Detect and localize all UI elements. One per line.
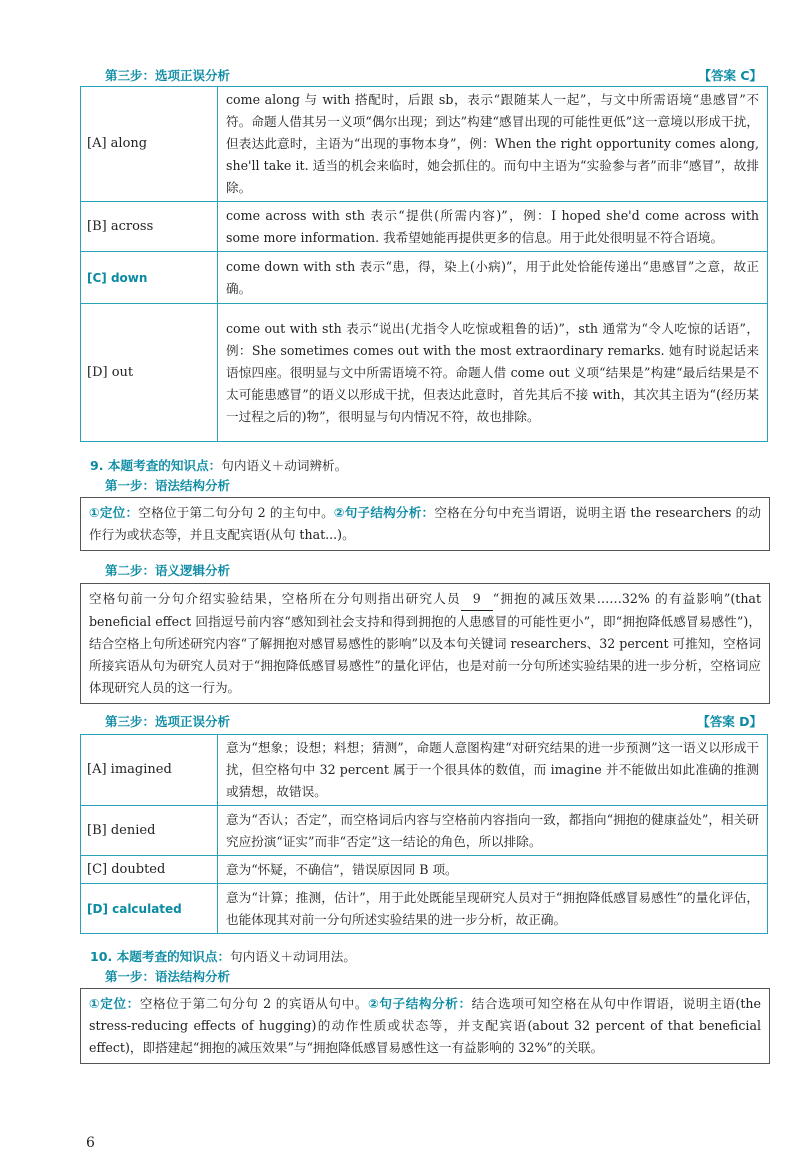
knowledge-point-lead: 9. 本题考查的知识点：	[90, 458, 222, 473]
option-analysis: come down with sth 表示“患，得，染上(小病)”，用于此处恰能传递出“患感冒”之意，故正确。	[218, 252, 768, 304]
knowledge-point-text: 句内语义＋动词用法。	[230, 949, 356, 964]
option-analysis: 意为“否认；否定”，而空格词后内容与空格前内容指向一致，都指向“拥抱的健康益处”，相关研究应扮演“证实”而非“否定”这一结论的角色，所以排除。	[218, 806, 768, 856]
grammar-analysis-box-q10	[80, 988, 770, 1064]
option-analysis: come across with sth 表示“提供(所需内容)”，例：I hoped she'd come across with some more information. 我希望她能再提供更多的信息。用于此处很明显不符合语境。	[218, 202, 768, 252]
structure-text: 结合选项可知空格在从句中作谓语，说明主语(the stress-reducing effects of hugging)的动作性质或状态等，并支配宾语(about 32 percent of that beneficial effect)，即搭建起“拥抱的减压效果”与“拥抱降低感冒易感性这一有益影响的 32%”的关联。	[89, 996, 761, 1055]
option-label: [B] across	[81, 202, 218, 252]
option-analysis: 意为“怀疑，不确信”，错误原因同 B 项。	[218, 856, 768, 884]
options-table-q8	[80, 86, 768, 442]
locate-text: 空格位于第二句分句 2 的主句中。	[138, 505, 334, 520]
page-number: 6	[86, 1135, 95, 1151]
step1-heading-q9: 第一步：语法结构分析	[105, 478, 231, 493]
option-label: [B] denied	[81, 806, 218, 856]
option-label: [C] doubted	[81, 856, 218, 884]
table-row	[81, 87, 768, 202]
option-label-correct: [C] down	[81, 252, 218, 304]
blank-9: 9	[461, 588, 493, 611]
table-row	[81, 202, 768, 252]
step3-heading-q8: 第三步：选项正误分析	[105, 68, 231, 83]
grammar-analysis-box-q9	[80, 497, 770, 551]
locate-label: ①定位：	[89, 505, 139, 520]
option-analysis: come along 与 with 搭配时，后跟 sb，表示“跟随某人一起”，与文中所需语境“患感冒”不符。命题人借其另一义项“偶尔出现；到达”构建“感冒出现的可能性更低”这一意境以形成干扰，但表达此意时，主语为“出现的事物本身”，例：When the right opportunity comes along, she'll take it. 适当的机会来临时，她会抓住的。而句中主语为“实验参与者”而非“感冒”，故排除。	[218, 87, 768, 202]
structure-text: 空格在分句中充当谓语，说明主语 the researchers 的动作行为或状态等，并且支配宾语(从句 that...)。	[89, 505, 761, 542]
knowledge-point-text: 句内语义＋动词辨析。	[221, 458, 348, 473]
structure-label: ②句子结构分析：	[333, 505, 435, 520]
step3-heading-q9: 第三步：选项正误分析	[105, 714, 231, 729]
logic-analysis-box-q9	[80, 583, 770, 704]
option-analysis: 意为“想象；设想；料想；猜测”，命题人意图构建“对研究结果的进一步预测”这一语义以形成干扰，但空格句中 32 percent 属于一个很具体的数值，而 imagine 并不能做出如此准确的推测或猜想，故错误。	[218, 735, 768, 806]
option-label: [A] imagined	[81, 735, 218, 806]
knowledge-point-q10	[90, 946, 356, 965]
option-label: [D] out	[81, 304, 218, 442]
option-label: [A] along	[81, 87, 218, 202]
option-analysis: come out with sth 表示“说出(尤指令人吃惊或粗鲁的话)”，sth 通常为“令人吃惊的话语”，例：She sometimes comes out with the most extraordinary remarks. 她有时说起话来语惊四座。很明显与文中所需语境不符。命题人借 come out 义项“结果是”构建“最后结果是不太可能患感冒”的语义以形成干扰，但表达此意时，首先其后不接 with，其次其主语为“(经历某一过程之后的)物”，很明显与句内情况不符，故也排除。	[218, 304, 768, 442]
structure-label: ②句子结构分析：	[368, 996, 472, 1011]
knowledge-point-q9	[90, 455, 347, 474]
step2-heading-q9: 第二步：语义逻辑分析	[105, 563, 231, 578]
step1-heading-q10: 第一步：语法结构分析	[105, 969, 231, 984]
logic-text-part1: 空格句前一分句介绍实验结果，空格所在分句则指出研究人员	[89, 591, 461, 606]
knowledge-point-lead: 10. 本题考查的知识点：	[90, 949, 231, 964]
option-analysis: 意为“计算；推测，估计”，用于此处既能呈现研究人员对于“拥抱降低感冒易感性”的量化评估，也能体现其对前一分句所述实验结果的进一步分析，故正确。	[218, 884, 768, 934]
table-row	[81, 856, 768, 884]
table-row	[81, 304, 768, 442]
table-row	[81, 252, 768, 304]
answer-badge-q9: 【答案 D】	[697, 714, 762, 729]
locate-label: ①定位：	[89, 996, 140, 1011]
logic-text-part2: “拥抱的减压效果……32% 的有益影响”(that beneficial effect 回指逗号前内容“感知到社会支持和得到拥抱的人患感冒的可能性更小”，即“拥抱降低感冒易感性”)，结合空格上句所述研究内容“了解拥抱对感冒易感性的影响”以及本句关键词 researchers、32 percent 可推知，空格词所接宾语从句为研究人员对于“拥抱降低感冒易感性”的量化评估，也是对前一分句所述实验结果的进一步分析，空格词应体现研究人员的这一行为。	[89, 591, 762, 695]
locate-text: 空格位于第二句分句 2 的宾语从句中。	[139, 996, 369, 1011]
option-label-correct: [D] calculated	[81, 884, 218, 934]
table-row	[81, 735, 768, 806]
options-table-q9	[80, 734, 768, 934]
table-row	[81, 884, 768, 934]
answer-badge-q8: 【答案 C】	[698, 68, 762, 83]
table-row	[81, 806, 768, 856]
